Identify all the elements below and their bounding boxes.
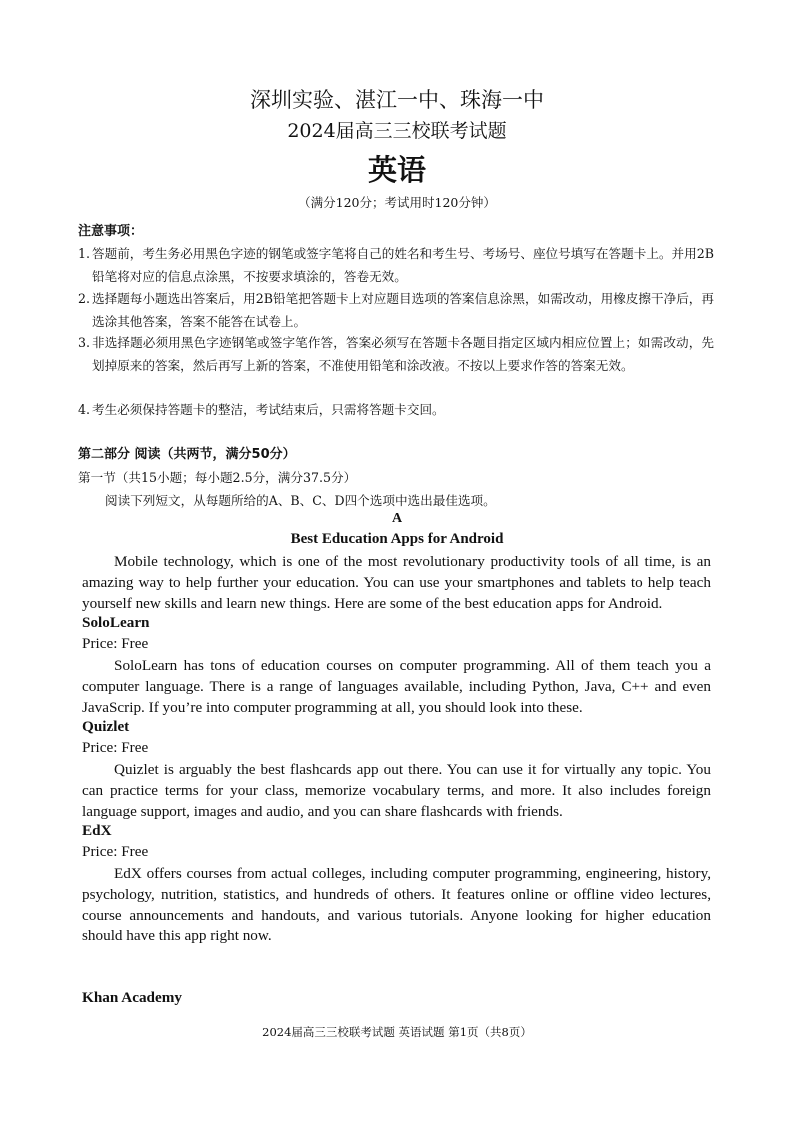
section-heading: 第一节（共15小题；每小题2.5分，满分37.5分） (78, 470, 357, 485)
app-desc-sololearn: SoloLearn has tons of education courses on computer programming. All of them teach you a computer language. There is a range of languages available, including Python, Java, C++ and even JavaScrip. If you’re into computer programming at all, you should look into these. (82, 657, 711, 716)
notice-item-text: 答题前，考生务必用黑色字迹的钢笔或签字笔将自己的姓名和考生号、考场号、座位号填写在答题卡上。并用2B铅笔将对应的信息点涂黑，不按要求填涂的，答卷无效。 (92, 246, 714, 284)
part-heading: 第二部分 阅读（共两节，满分50分） (78, 447, 296, 462)
app-name-sololearn: SoloLearn (82, 614, 150, 631)
passage-letter: A (391, 511, 403, 526)
passage-title: Best Education Apps for Android (290, 531, 504, 547)
app-name-khan-academy: Khan Academy (82, 989, 182, 1006)
page-footer: 2024届高三三校联考试题 英语试题 第1页（共8页） (262, 1025, 532, 1039)
app-desc-quizlet: Quizlet is arguably the best flashcards app out there. You can use it for virtually any topic. You can practice terms for your class, memorize vocabulary terms, and more. It also includes foreign language support, images and audio, and you can share flashcards with friends. (82, 761, 711, 820)
notice-item-2 (78, 288, 714, 333)
subject-title: 英语 (367, 153, 426, 187)
app-name-quizlet: Quizlet (82, 718, 130, 735)
app-name-edx: EdX (82, 822, 112, 839)
notice-item-number: 1. (78, 246, 91, 261)
reading-instruction: 阅读下列短文，从每题所给的A、B、C、D四个选项中选出最佳选项。 (105, 493, 496, 508)
notice-item-3 (78, 332, 714, 377)
notice-heading: 注意事项： (78, 224, 144, 239)
notice-item-text: 考生必须保持答题卡的整洁，考试结束后，只需将答题卡交回。 (92, 402, 445, 417)
notice-item-1 (78, 243, 714, 288)
app-price-quizlet: Price: Free (82, 739, 149, 756)
notice-item-text: 非选择题必须用黑色字迹钢笔或签字笔作答，答案必须写在答题卡各题目指定区域内相应位置上；如需改动，先划掉原来的答案，然后再写上新的答案，不准使用铅笔和涂改液。不按以上要求作答的答案无效。 (92, 335, 714, 373)
notice-item-4 (78, 399, 714, 422)
notice-item-number: 3. (78, 335, 91, 350)
app-price-edx: Price: Free (82, 843, 149, 860)
app-price-sololearn: Price: Free (82, 635, 149, 652)
notice-item-number: 2. (78, 291, 91, 306)
score-time-info: （满分120分；考试用时120分钟） (298, 195, 496, 210)
passage-intro: Mobile technology, which is one of the most revolutionary productivity tools of all time, is an amazing way to help further your education. You can use your smartphones and tablets to help teach yourself new skills and learn new things. Here are some of the best education apps for Android. (82, 553, 711, 612)
notice-item-number: 4. (78, 402, 91, 417)
schools-title: 深圳实验、湛江一中、珠海一中 (250, 88, 544, 112)
app-desc-edx: EdX offers courses from actual colleges, including computer programming, engineering, history, psychology, nutrition, statistics, and hundreds of others. It features online or offline video lectures, course announcements and handouts, and various tutorials. Anyone looking for higher education should have this app right now. (82, 865, 711, 945)
exam-title: 2024届高三三校联考试题 (287, 120, 507, 142)
notice-item-text: 选择题每小题选出答案后，用2B铅笔把答题卡上对应题目选项的答案信息涂黑，如需改动，用橡皮擦干净后，再选涂其他答案，答案不能答在试卷上。 (92, 291, 714, 329)
